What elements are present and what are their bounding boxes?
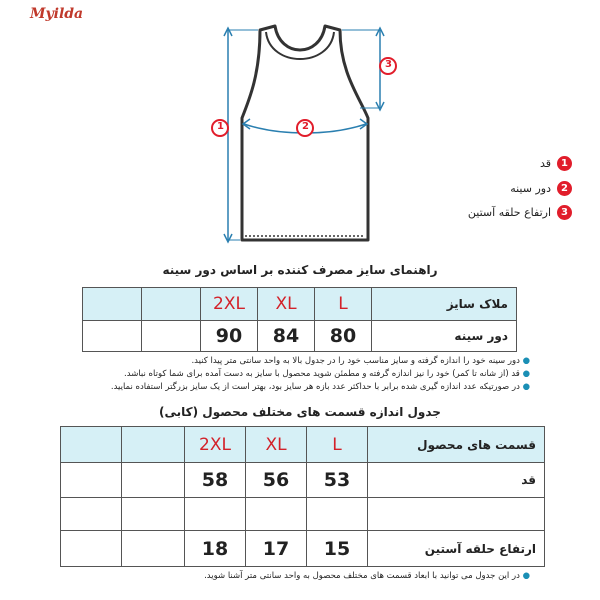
legend-label-2: دور سینه [510, 182, 551, 195]
legend-badge-2: 2 [557, 181, 572, 196]
legend-item-3 [392, 205, 572, 220]
notes-product [60, 570, 530, 583]
size-l: L [307, 427, 368, 463]
armhole-xl: 17 [246, 531, 307, 567]
size-2xl: 2XL [201, 288, 258, 321]
legend-badge-3: 3 [557, 205, 572, 220]
note-item: ● دور سینه خود را اندازه گرفته و سایز مناسب خود را در جدول بالا به واحد سانتی متر پیدا کنید. [191, 356, 530, 366]
legend-label-3: ارتفاع حلقه آستین [467, 206, 551, 219]
size-guide-table [82, 287, 517, 352]
size-l: L [315, 288, 372, 321]
height-2xl: 58 [185, 463, 246, 498]
tank-top-diagram [200, 18, 400, 250]
table-row [61, 531, 545, 567]
size-2xl: 2XL [185, 427, 246, 463]
chest-xl: 84 [258, 321, 315, 352]
legend-badge-1: 1 [557, 156, 572, 171]
height-xl: 56 [246, 463, 307, 498]
notes-size-guide [60, 355, 530, 394]
bullet-icon: ● [519, 571, 530, 581]
table-row [61, 427, 545, 463]
note-item: ● قد (از شانه تا کمر) خود را نیز اندازه گرفته و مطمئن شوید محصول با سایز به دست آمده برای شما کوتاه نباشد. [124, 369, 530, 379]
armhole-label: ارتفاع حلقه آستین [368, 531, 545, 567]
chest-2xl: 90 [201, 321, 258, 352]
marker-3-label: 3 [385, 59, 392, 70]
note-item: ● در صورتیکه عدد اندازه گیری شده برابر با حداکثر عدد بازه هر سایز بود، بهتر است از یک سایز بزرگتر استفاده نمایید. [110, 382, 530, 392]
legend-label-1: قد [539, 157, 551, 170]
height-label: قد [368, 463, 545, 498]
marker-2-label: 2 [302, 121, 309, 132]
legend-item-2 [392, 181, 572, 196]
bullet-icon: ● [519, 382, 530, 392]
table-row [61, 463, 545, 498]
height-l: 53 [307, 463, 368, 498]
size-criteria-label: ملاک سایز [372, 288, 517, 321]
chest-label: دور سینه [372, 321, 517, 352]
table1-title: راهنمای سایز مصرف کننده بر اساس دور سینه [162, 263, 438, 277]
note-item: ● در این جدول می توانید با ابعاد قسمت های مختلف محصول به واحد سانتی متر آشنا شوید. [204, 571, 530, 581]
size-xl: XL [258, 288, 315, 321]
table2-title: جدول اندازه قسمت های مختلف محصول (کابی) [159, 405, 441, 419]
bullet-icon: ● [519, 369, 530, 379]
table-row [61, 498, 545, 531]
legend-item-1 [392, 156, 572, 171]
table-row [83, 321, 517, 352]
armhole-2xl: 18 [185, 531, 246, 567]
armhole-l: 15 [307, 531, 368, 567]
bullet-icon: ● [519, 356, 530, 366]
product-measurements-table [60, 426, 545, 567]
chest-l: 80 [315, 321, 372, 352]
size-xl: XL [246, 427, 307, 463]
table-row [83, 288, 517, 321]
brand-logo: Myilda [30, 6, 84, 22]
marker-1-label: 1 [217, 121, 224, 132]
product-parts-label: قسمت های محصول [368, 427, 545, 463]
